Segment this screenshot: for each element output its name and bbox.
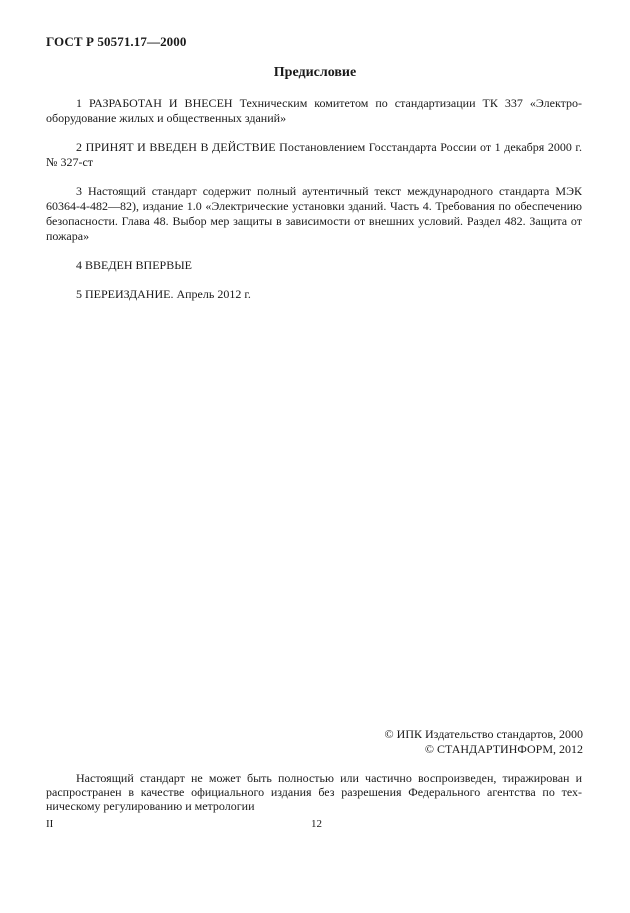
copyright-line-1: © ИПК Издательство стандартов, 2000 (384, 727, 583, 741)
preface-list (46, 96, 582, 316)
item-number: 5 (76, 287, 82, 301)
item-text: Постановлением Госстандарта России от 1 декабря 2000 г. № 327-ст (46, 140, 582, 169)
preface-heading: Предисловие (273, 65, 357, 80)
item-number: 4 (76, 258, 82, 272)
item-caps: РАЗРАБОТАН И ВНЕСЕН (89, 96, 233, 110)
item-text: Техническим комитетом по стандартизации ТК 337 «Электрооборудование жилых и общественных зданий» (46, 96, 583, 125)
reproduction-notice: Настоящий стандарт не может быть полностью или частично воспроизведен, тиражирован и распространен в качестве официального издания без разрешения Федерального агентства по техническому регулированию и метрологии (46, 771, 582, 813)
item-caps: ПРИНЯТ И ВВЕДЕН В ДЕЙСТВИЕ (85, 140, 276, 154)
copyright-block (385, 727, 583, 757)
item-number: 1 (76, 96, 82, 110)
preface-item-4 (46, 258, 582, 273)
item-caps: ПЕРЕИЗДАНИЕ. (85, 287, 174, 301)
document-code: ГОСТ Р 50571.17—2000 (46, 34, 187, 49)
preface-item-1 (46, 96, 582, 126)
preface-item-5 (46, 287, 582, 302)
item-number: 3 (76, 184, 82, 198)
item-number: 2 (76, 140, 82, 154)
item-text: Апрель 2012 г. (176, 287, 251, 301)
page-number-arabic: 12 (311, 818, 322, 830)
item-caps: ВВЕДЕН ВПЕРВЫЕ (85, 258, 192, 272)
preface-item-2 (46, 140, 582, 170)
item-text: Настоящий стандарт содержит полный аутентичный текст международного стандарта МЭК 60364-4-482—82), издание 1.0 «Электрические установки зданий. Часть 4. Требования по обеспечению безопасности. Глава 48. Выбор мер защиты в зависимости от внешних условий. Раздел 482. Защита от пожара» (46, 184, 583, 243)
copyright-line-2: © СТАНДАРТИНФОРМ, 2012 (424, 742, 583, 756)
preface-item-3 (46, 184, 582, 244)
page-number-roman: II (46, 818, 54, 830)
